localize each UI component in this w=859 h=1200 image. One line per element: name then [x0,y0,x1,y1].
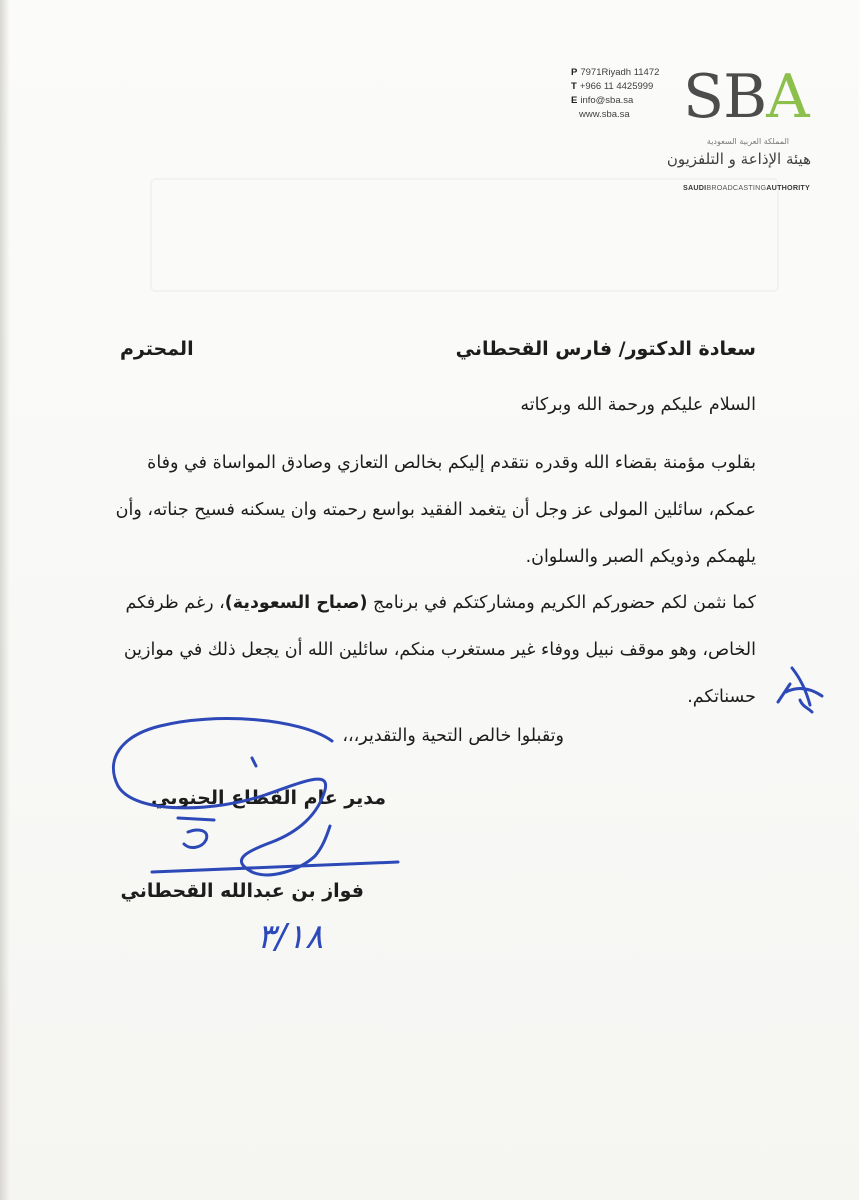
signature-accent [252,758,256,766]
signatory-name: فواز بن عبدالله القحطاني [120,880,364,902]
appreciation-paragraph [116,580,756,721]
logo-english-name: SAUDIBROADCASTINGAUTHORITY [683,183,811,192]
addressee: سعادة الدكتور/ فارس القحطاني [455,338,756,360]
contact-po-box: P 7971Riyadh 11472 [571,67,660,78]
honorific: المحترم [120,338,194,360]
logo-arabic-name: هيئة الإذاعة و التلفزيون [666,150,811,168]
paragraph-line: حسناتكم. [687,687,756,707]
greeting: السلام عليكم ورحمة الله وبركاته [520,395,756,415]
program-name: (صباح السعودية) [224,593,368,613]
logo-country-name: المملكة العربية السعودية [706,137,789,146]
closing-line: وتقبلوا خالص التحية والتقدير،،، [342,726,564,746]
signature-flourish [178,818,214,847]
paragraph-line: يلهمكم وذويكم الصبر والسلوان. [525,547,756,567]
signatory-title: مدير عام القطاع الجنوبي [151,787,386,809]
handwritten-date: ٣/١٨ [256,917,324,957]
contact-phone: T +966 11 4425999 [571,81,654,92]
contact-website: www.sba.sa [579,109,630,120]
sba-logo [666,62,828,200]
contact-email: E info@sba.sa [571,95,634,106]
paragraph-line: كما نثمن لكم حضوركم الكريم ومشاركتكم في برنامج (صباح السعودية)، رغم ظرفكم [125,593,756,613]
paragraph-line: بقلوب مؤمنة بقضاء الله وقدره نتقدم إليكم بخالص التعازي وصادق المواساة في وفاة [147,453,756,473]
contact-block [571,66,681,122]
condolence-paragraph [116,440,756,581]
paragraph-line: الخاص، وهو موقف نبيل ووفاء غير مستغرب منكم، سائلين الله أن يجعل ذلك في موازين [123,640,756,660]
signature-underline [152,862,398,872]
initials-mark [778,668,822,712]
logo-wordmark: SBA [683,62,809,132]
paragraph-line: عمكم، سائلين المولى عز وجل أن يتغمد الفقيد بواسع رحمته وان يسكنه فسيح جناته، وأن [115,500,756,520]
